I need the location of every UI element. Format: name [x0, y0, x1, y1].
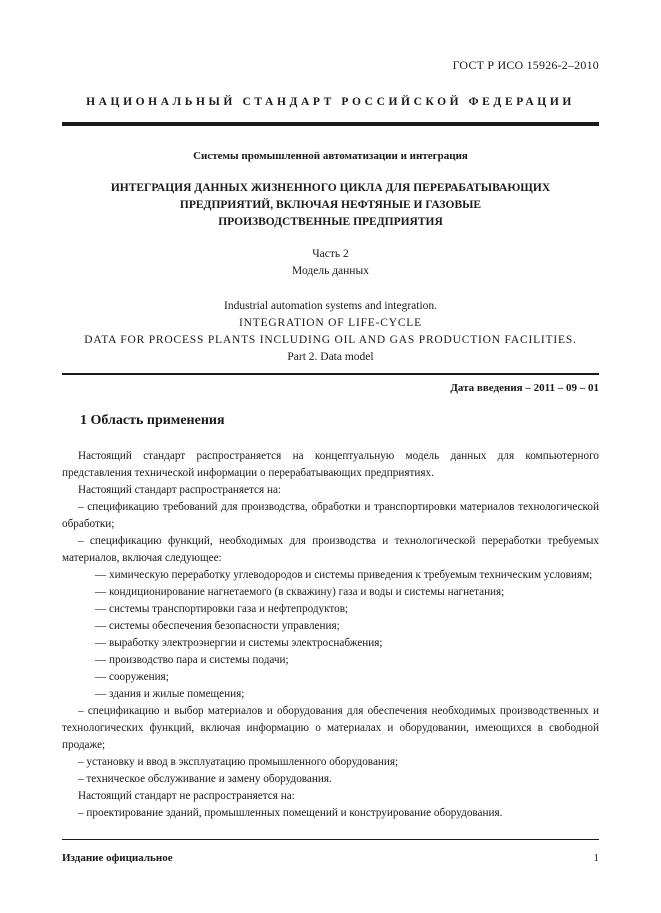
sub-list-item: — сооружения;	[95, 671, 169, 683]
list-item: – спецификацию требований для производства, обработки и транспортировки материалов технологической обработки;	[62, 501, 599, 530]
paragraph: Настоящий стандарт не распространяется на:	[78, 790, 295, 802]
list-item: – техническое обслуживание и замену оборудования.	[78, 773, 332, 785]
section-body	[62, 448, 599, 822]
header-rule	[62, 122, 599, 126]
sub-list-item: — выработку электроэнергии и системы электроснабжения;	[95, 637, 383, 649]
sub-list-item: — химическую переработку углеводородов и системы приведения к требуемым техническим условиям;	[95, 569, 593, 581]
list-item: – установку и ввод в эксплуатацию промышленного оборудования;	[78, 756, 399, 768]
part-number: Часть 2	[312, 248, 349, 260]
main-title-line: ПРЕДПРИЯТИЙ, ВКЛЮЧАЯ НЕФТЯНЫЕ И ГАЗОВЫЕ	[179, 199, 482, 211]
english-title-line: Part 2. Data model	[287, 351, 374, 363]
english-title-line: INTEGRATION OF LIFE-CYCLE	[239, 317, 422, 329]
english-title-line: DATA FOR PROCESS PLANTS INCLUDING OIL AND GAS PRODUCTION FACILITIES.	[84, 334, 577, 346]
paragraph: Настоящий стандарт распространяется на концептуальную модель данных для компьютерного представления технической информации о перерабатывающих предприятиях.	[62, 450, 599, 479]
introduction-date: Дата введения – 2011 – 09 – 01	[450, 382, 599, 394]
list-item: – спецификацию функций, необходимых для производства и технологической переработки требуемых материалов, включая следующее:	[62, 535, 599, 564]
footer-rule	[62, 839, 599, 840]
series-title: Системы промышленной автоматизации и интеграция	[193, 150, 468, 162]
sub-list-item: — системы обеспечения безопасности управления;	[95, 620, 340, 632]
national-standard-title: НАЦИОНАЛЬНЫЙ СТАНДАРТ РОССИЙСКОЙ ФЕДЕРАЦИИ	[86, 96, 575, 108]
sub-list-item: — системы транспортировки газа и нефтепродуктов;	[95, 603, 349, 615]
sub-list-item: — здания и жилые помещения;	[95, 688, 245, 700]
part-name: Модель данных	[292, 265, 369, 277]
sub-list-item: — производство пара и системы подачи;	[95, 654, 289, 666]
section-heading: 1 Область применения	[80, 413, 225, 428]
list-item: – спецификацию и выбор материалов и оборудования для обеспечения необходимых производственных и технологических функций, включая информацию о материалах и оборудовании, имеющихся в свободной продаже;	[62, 705, 599, 751]
english-title-line: Industrial automation systems and integration.	[223, 300, 438, 312]
main-title-line: ИНТЕГРАЦИЯ ДАННЫХ ЖИЗНЕННОГО ЦИКЛА ДЛЯ ПЕРЕРАБАТЫВАЮЩИХ	[110, 182, 551, 194]
edition-label: Издание официальное	[62, 852, 173, 864]
gost-code: ГОСТ Р ИСО 15926-2–2010	[452, 58, 599, 72]
sub-list-item: — кондиционирование нагнетаемого (в скважину) газа и воды и системы нагнетания;	[95, 586, 505, 598]
title-rule	[62, 373, 599, 375]
english-title	[62, 298, 599, 366]
paragraph: Настоящий стандарт распространяется на:	[78, 484, 282, 496]
main-title	[62, 180, 599, 231]
page-number: 1	[593, 852, 599, 864]
main-title-line: ПРОИЗВОДСТВЕННЫЕ ПРЕДПРИЯТИЯ	[218, 216, 443, 228]
list-item: – проектирование зданий, промышленных помещений и конструирование оборудования.	[78, 807, 503, 819]
